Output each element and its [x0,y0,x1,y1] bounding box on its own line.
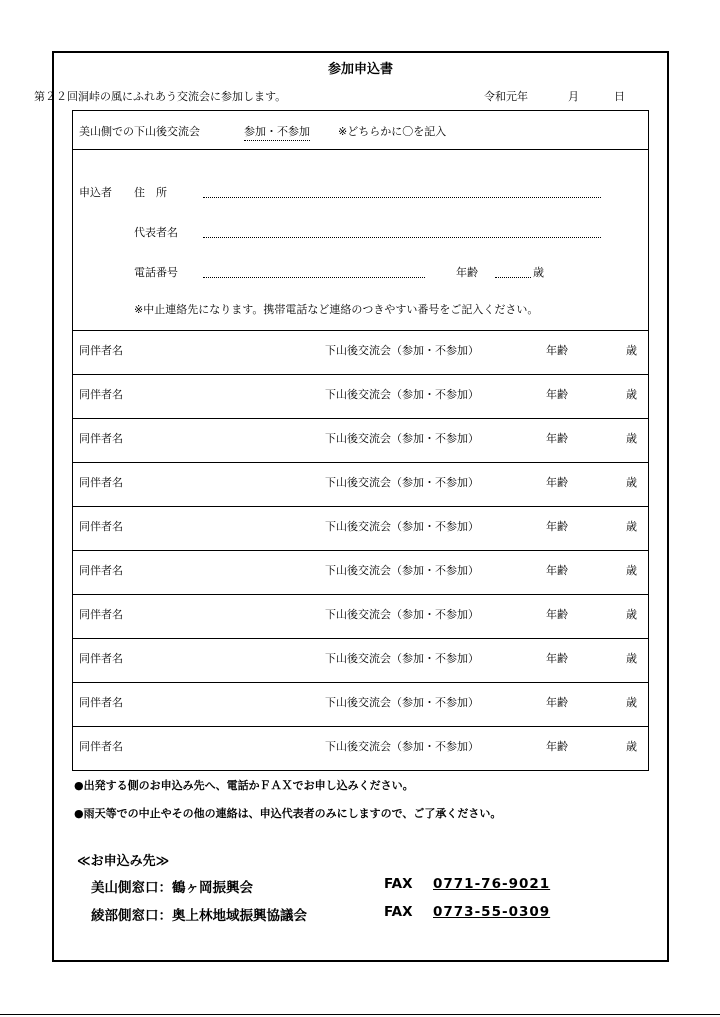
companion-name-label: 同伴者名 [79,564,123,577]
companion-age-unit: 歳 [626,564,637,577]
companion-exchange-choice[interactable]: 下山後交流会（参加・不参加） [325,344,479,357]
intro-text: 第２２回洞峠の風にふれあう交流会に参加します。 [34,90,287,103]
contact-fax-number-miyama: 0771-76-9021 [433,876,551,892]
companion-list [73,331,648,771]
companion-age-unit: 歳 [626,388,637,401]
companion-age-unit: 歳 [626,520,637,533]
companion-age-unit: 歳 [626,432,637,445]
companion-exchange-choice[interactable]: 下山後交流会（参加・不参加） [325,608,479,621]
companion-exchange-choice[interactable]: 下山後交流会（参加・不参加） [325,696,479,709]
date-day: 日 [614,90,625,103]
companion-exchange-choice[interactable]: 下山後交流会（参加・不参加） [325,388,479,401]
companion-age-unit: 歳 [626,344,637,357]
exchange-option-choice[interactable]: 参加・不参加 [244,123,310,141]
date-month: 月 [568,90,579,103]
companion-age-label: 年齢 [546,740,568,753]
companion-age-label: 年齢 [546,388,568,401]
companion-exchange-choice[interactable]: 下山後交流会（参加・不参加） [325,652,479,665]
companion-row [73,419,648,463]
applicant-age-field[interactable] [495,277,531,278]
applicant-section [73,150,648,331]
note-application-method: ●出発する側のお申込み先へ、電話かＦＡＸでお申し込みください。 [74,779,414,792]
companion-row [73,463,648,507]
companion-age-label: 年齢 [546,344,568,357]
contact-office-miyama: 美山側窓口：鶴ヶ岡振興会 [91,880,253,896]
companion-age-label: 年齢 [546,476,568,489]
exchange-option-note: ※どちらかに〇を記入 [338,125,447,138]
applicant-note: ※中止連絡先になります。携帯電話など連絡のつきやすい番号をご記入ください。 [134,303,539,316]
companion-age-label: 年齢 [546,608,568,621]
companion-name-label: 同伴者名 [79,476,123,489]
bottom-divider [0,1014,720,1015]
contact-fax-label-miyama: FAX [384,876,413,892]
companion-exchange-choice[interactable]: 下山後交流会（参加・不参加） [325,476,479,489]
companion-age-label: 年齢 [546,652,568,665]
contact-office-ayabe: 綾部側窓口：奥上林地域振興協議会 [91,908,307,924]
companion-age-label: 年齢 [546,520,568,533]
companion-age-unit: 歳 [626,740,637,753]
companion-name-label: 同伴者名 [79,520,123,533]
companion-age-unit: 歳 [626,696,637,709]
exchange-option-section [73,111,648,150]
companion-name-label: 同伴者名 [79,608,123,621]
companion-exchange-choice[interactable]: 下山後交流会（参加・不参加） [325,520,479,533]
representative-field[interactable] [203,237,601,238]
date-era: 令和元年 [484,90,528,103]
note-cancellation: ●雨天等での中止やその他の連絡は、申込代表者のみにしますので、ご了承ください。 [74,807,502,820]
contact-fax-number-ayabe: 0773-55-0309 [433,904,551,920]
companion-row [73,639,648,683]
phone-label: 電話番号 [134,266,178,279]
companion-age-unit: 歳 [626,652,637,665]
companion-row [73,727,648,771]
companion-age-unit: 歳 [626,608,637,621]
applicant-age-label: 年齢 [456,266,478,279]
companion-row [73,683,648,727]
phone-field[interactable] [203,277,425,278]
companion-age-label: 年齢 [546,432,568,445]
contact-fax-label-ayabe: FAX [384,904,413,920]
companion-name-label: 同伴者名 [79,432,123,445]
companion-name-label: 同伴者名 [79,696,123,709]
companion-row [73,595,648,639]
companion-exchange-choice[interactable]: 下山後交流会（参加・不参加） [325,740,479,753]
companion-row [73,331,648,375]
companion-age-label: 年齢 [546,696,568,709]
companion-age-unit: 歳 [626,476,637,489]
companion-exchange-choice[interactable]: 下山後交流会（参加・不参加） [325,564,479,577]
companion-name-label: 同伴者名 [79,652,123,665]
companion-row [73,375,648,419]
applicant-header: 申込者 [79,186,112,199]
address-field[interactable] [203,197,601,198]
applicant-age-unit: 歳 [533,266,544,279]
companion-name-label: 同伴者名 [79,388,123,401]
exchange-option-label: 美山側での下山後交流会 [79,125,200,138]
representative-label: 代表者名 [134,226,178,239]
application-form [72,110,649,771]
companion-name-label: 同伴者名 [79,740,123,753]
companion-row [73,507,648,551]
address-label: 住 所 [134,186,167,199]
companion-row [73,551,648,595]
companion-exchange-choice[interactable]: 下山後交流会（参加・不参加） [325,432,479,445]
form-title: 参加申込書 [327,62,393,77]
companion-age-label: 年齢 [546,564,568,577]
companion-name-label: 同伴者名 [79,344,123,357]
contacts-header: ≪お申込み先≫ [77,854,170,869]
